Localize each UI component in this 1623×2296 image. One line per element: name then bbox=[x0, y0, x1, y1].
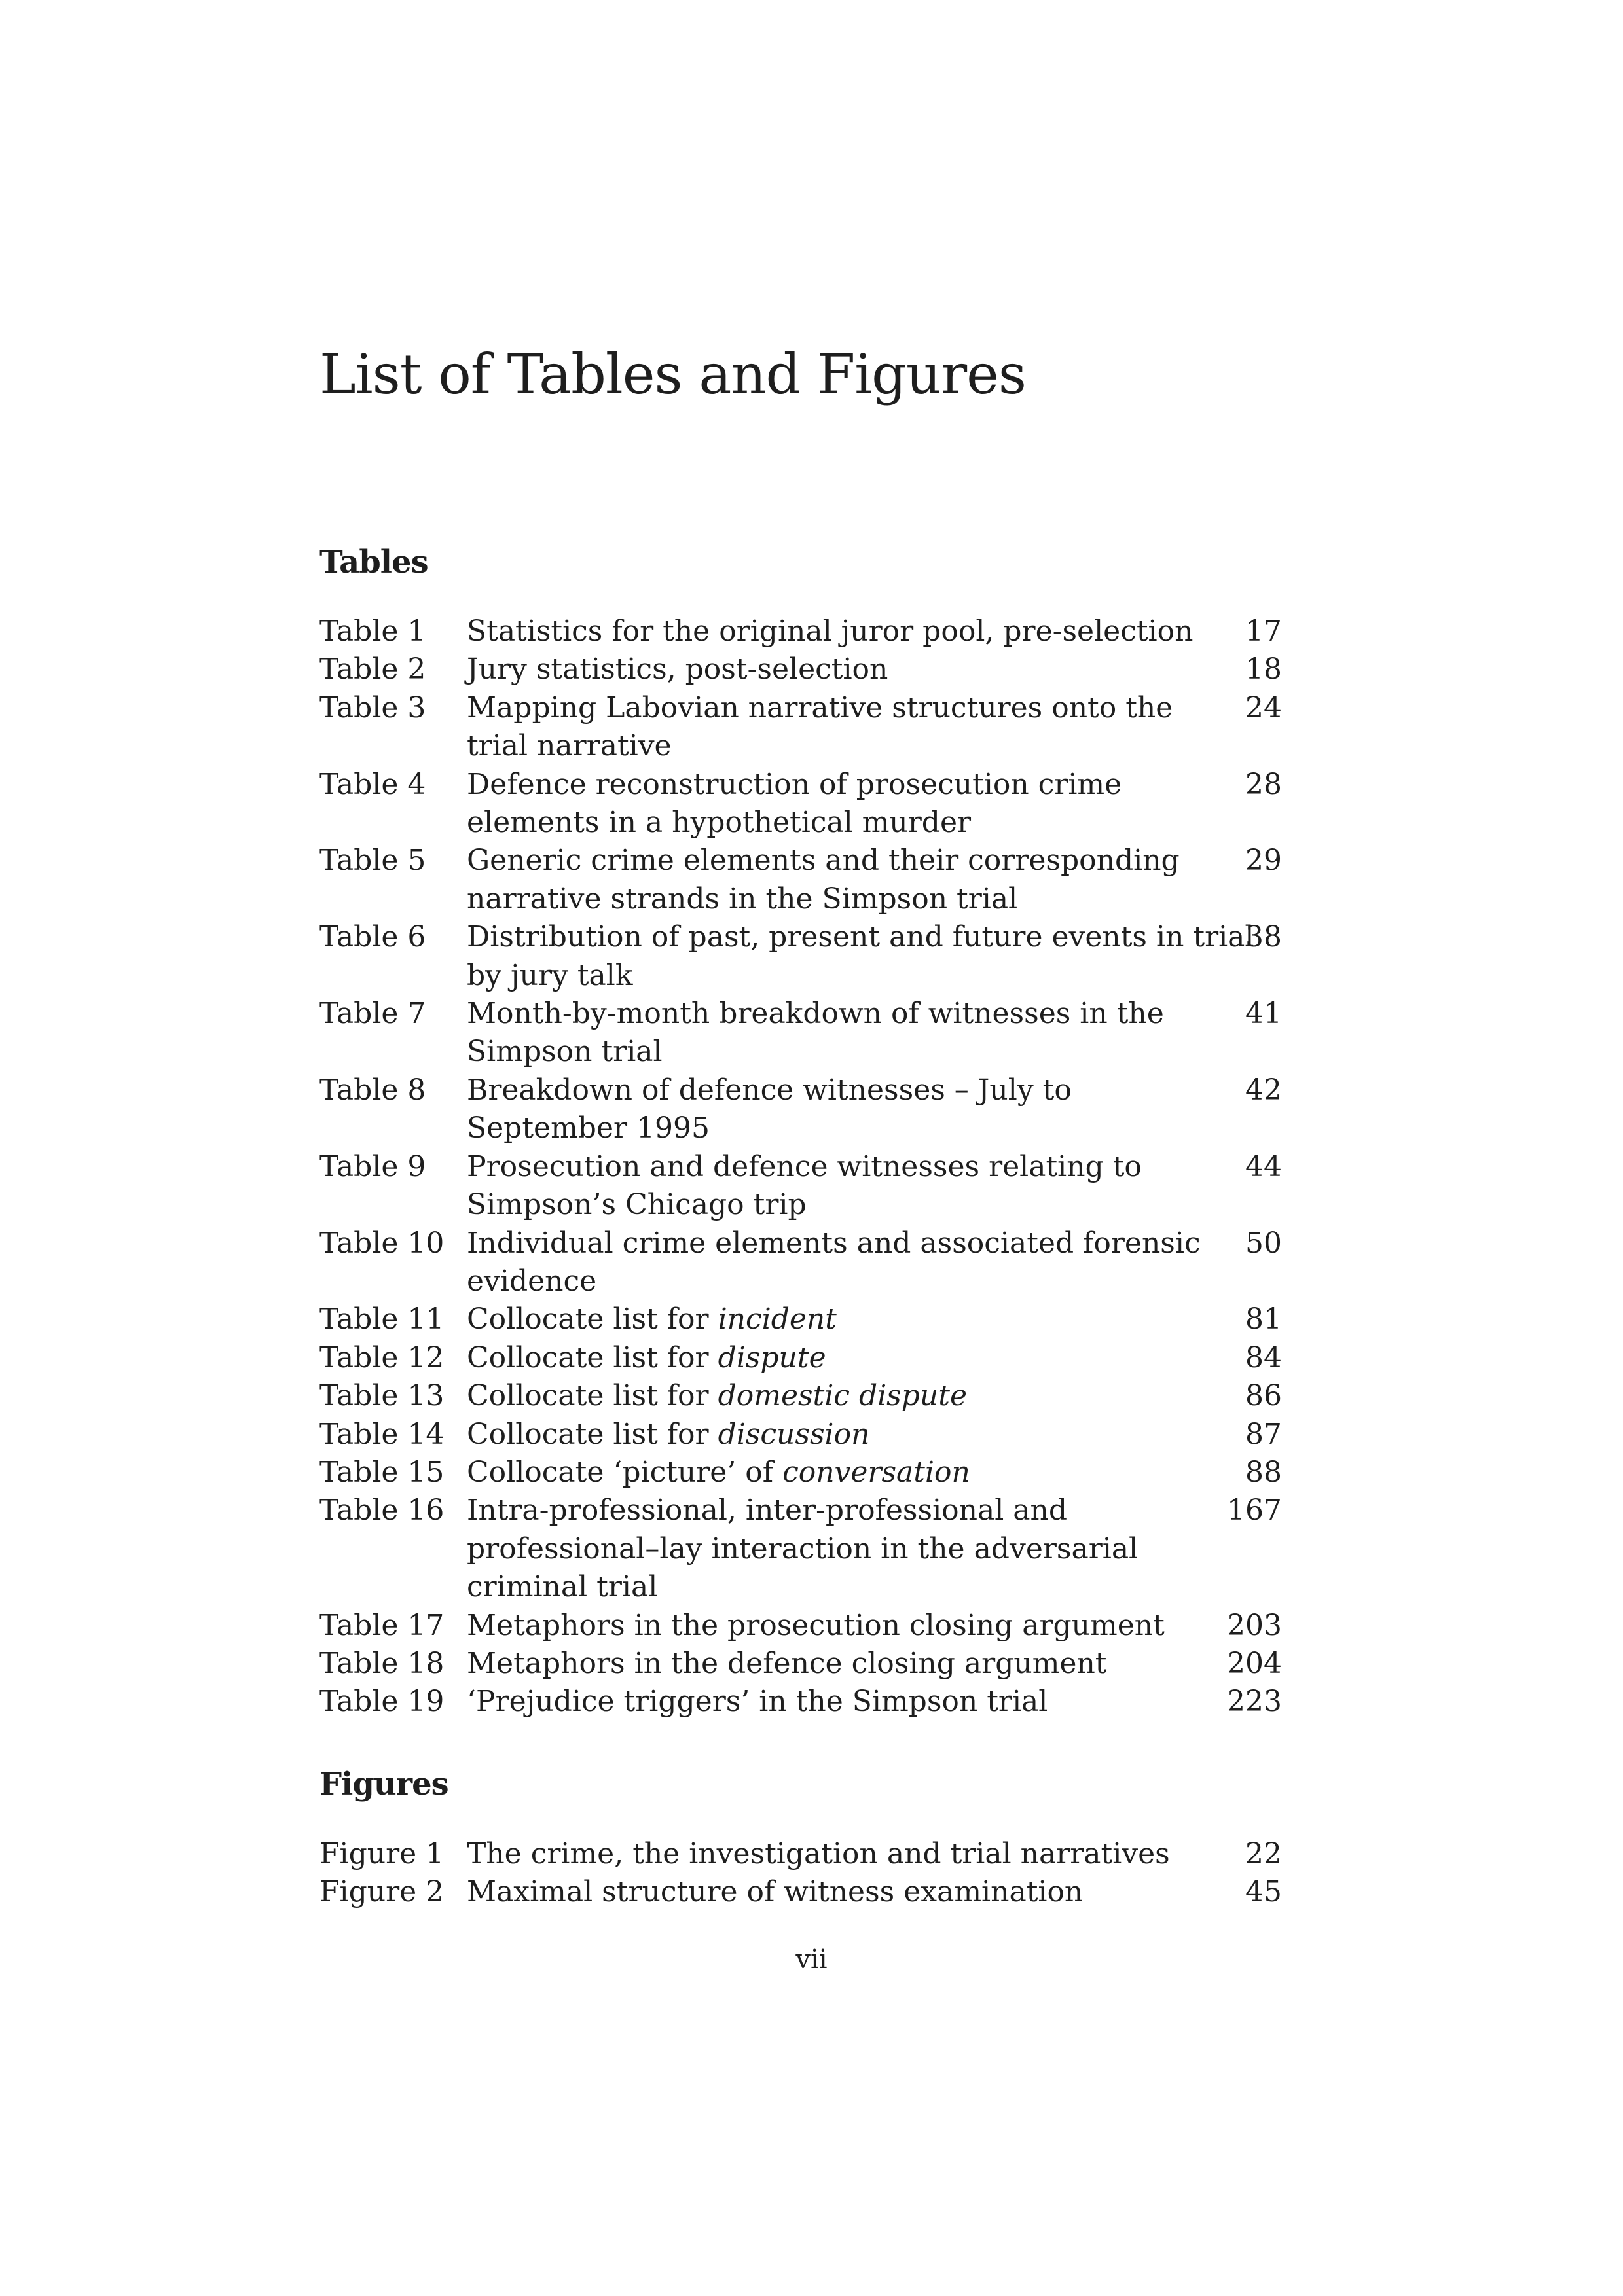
table-entry-label: Table 3 bbox=[319, 691, 426, 725]
figure-entry-page-number: 45 bbox=[1245, 1875, 1282, 1909]
table-entry bbox=[319, 995, 1282, 1071]
table-entry-page-number: 88 bbox=[1245, 1455, 1282, 1489]
table-entry bbox=[319, 1339, 1282, 1377]
figure-entry-description bbox=[467, 1873, 1187, 1911]
table-entry-description bbox=[467, 1225, 1201, 1301]
table-entry-description bbox=[467, 689, 1187, 766]
table-entry bbox=[319, 689, 1282, 766]
table-entry-label: Table 14 bbox=[319, 1417, 445, 1451]
table-entry-label: Table 11 bbox=[319, 1302, 445, 1336]
description-line: Distribution of past, present and future events in trial bbox=[467, 920, 1254, 954]
description-term: conversation bbox=[782, 1455, 970, 1489]
table-entry bbox=[319, 1148, 1282, 1225]
tables-list bbox=[319, 613, 1282, 1721]
description-line bbox=[467, 1377, 1187, 1415]
table-entry bbox=[319, 613, 1282, 651]
description-line: September 1995 bbox=[467, 1111, 710, 1145]
table-entry-label: Table 2 bbox=[319, 653, 426, 687]
figure-entry-label: Figure 2 bbox=[319, 1875, 445, 1909]
table-entry-page-number: 17 bbox=[1245, 615, 1282, 648]
table-entry-label: Table 12 bbox=[319, 1340, 445, 1374]
description-line: professional–lay interaction in the adversarial bbox=[467, 1532, 1139, 1566]
description-line: Intra-professional, inter-professional and bbox=[467, 1494, 1068, 1528]
table-entry bbox=[319, 766, 1282, 842]
table-entry-description bbox=[467, 1377, 1187, 1415]
table-entry-label: Table 16 bbox=[319, 1494, 445, 1528]
table-entry-page-number: 41 bbox=[1245, 997, 1282, 1031]
description-text: Collocate ‘picture’ of bbox=[467, 1455, 783, 1489]
table-entry-page-number: 29 bbox=[1245, 844, 1282, 878]
description-line: Statistics for the original juror pool, pre-selection bbox=[467, 615, 1194, 648]
table-entry-description bbox=[467, 1607, 1187, 1645]
table-entry-description bbox=[467, 995, 1187, 1071]
table-entry-label: Table 5 bbox=[319, 844, 426, 878]
description-line: Simpson trial bbox=[467, 1035, 663, 1069]
description-term: discussion bbox=[718, 1417, 870, 1451]
page-number: vii bbox=[795, 1945, 828, 1975]
description-term: dispute bbox=[718, 1340, 826, 1374]
table-entry bbox=[319, 842, 1282, 918]
description-line: by jury talk bbox=[467, 958, 633, 992]
table-entry-page-number: 204 bbox=[1227, 1646, 1282, 1680]
figure-entry-label: Figure 1 bbox=[319, 1837, 445, 1871]
description-line: Jury statistics, post-selection bbox=[467, 653, 888, 687]
table-entry-page-number: 167 bbox=[1227, 1494, 1282, 1528]
tables-section-heading: Tables bbox=[319, 544, 428, 581]
table-entry-label: Table 8 bbox=[319, 1073, 426, 1107]
description-line bbox=[467, 1416, 1187, 1454]
table-entry bbox=[319, 1492, 1282, 1606]
description-term: domestic dispute bbox=[718, 1379, 967, 1413]
table-entry bbox=[319, 1454, 1282, 1492]
table-entry-label: Table 9 bbox=[319, 1149, 426, 1183]
table-entry-label: Table 19 bbox=[319, 1685, 445, 1719]
figure-entry-description bbox=[467, 1835, 1187, 1873]
description-line: Metaphors in the prosecution closing argument bbox=[467, 1608, 1165, 1642]
table-entry-label: Table 18 bbox=[319, 1646, 445, 1680]
table-entry-page-number: 44 bbox=[1245, 1149, 1282, 1183]
description-term: incident bbox=[718, 1302, 837, 1336]
description-text: Collocate list for bbox=[467, 1340, 718, 1374]
figure-entry-page-number: 22 bbox=[1245, 1837, 1282, 1871]
description-line: Prosecution and defence witnesses relating to bbox=[467, 1149, 1142, 1183]
figures-section-heading: Figures bbox=[319, 1766, 448, 1803]
table-entry-label: Table 7 bbox=[319, 997, 426, 1031]
table-entry-description bbox=[467, 1454, 1187, 1492]
table-entry-description bbox=[467, 613, 1194, 651]
table-entry-label: Table 10 bbox=[319, 1226, 445, 1260]
table-entry-label: Table 15 bbox=[319, 1455, 445, 1489]
table-entry bbox=[319, 1300, 1282, 1338]
table-entry-page-number: 28 bbox=[1245, 767, 1282, 801]
table-entry-label: Table 17 bbox=[319, 1608, 445, 1642]
table-entry-page-number: 87 bbox=[1245, 1417, 1282, 1451]
description-line: elements in a hypothetical murder bbox=[467, 806, 972, 840]
table-entry-page-number: 24 bbox=[1245, 691, 1282, 725]
description-line bbox=[467, 1300, 1187, 1338]
table-entry-description bbox=[467, 766, 1187, 842]
description-line: ‘Prejudice triggers’ in the Simpson trial bbox=[467, 1685, 1048, 1719]
table-entry-description bbox=[467, 842, 1187, 918]
table-entry-page-number: 81 bbox=[1245, 1302, 1282, 1336]
table-entry bbox=[319, 651, 1282, 689]
table-entry-page-number: 18 bbox=[1245, 653, 1282, 687]
table-entry-page-number: 203 bbox=[1227, 1608, 1282, 1642]
table-entry-page-number: 223 bbox=[1227, 1685, 1282, 1719]
description-line: Defence reconstruction of prosecution crime bbox=[467, 767, 1122, 801]
table-entry-label: Table 4 bbox=[319, 767, 426, 801]
table-entry-description bbox=[467, 651, 1187, 689]
table-entry-description bbox=[467, 918, 1254, 995]
table-entry bbox=[319, 1683, 1282, 1721]
table-entry-page-number: 50 bbox=[1245, 1226, 1282, 1260]
table-entry-label: Table 1 bbox=[319, 615, 426, 648]
figure-entry bbox=[319, 1835, 1282, 1873]
table-entry bbox=[319, 918, 1282, 995]
table-entry-page-number: 42 bbox=[1245, 1073, 1282, 1107]
description-line bbox=[467, 1339, 1187, 1377]
description-line: Maximal structure of witness examination bbox=[467, 1875, 1084, 1909]
figures-list bbox=[319, 1835, 1282, 1912]
description-line: Month-by-month breakdown of witnesses in the bbox=[467, 997, 1164, 1031]
description-line: evidence bbox=[467, 1264, 597, 1298]
page-title: List of Tables and Figures bbox=[319, 342, 1026, 406]
description-line: The crime, the investigation and trial narratives bbox=[467, 1837, 1170, 1871]
description-text: Collocate list for bbox=[467, 1417, 718, 1451]
description-line: Mapping Labovian narrative structures onto the bbox=[467, 691, 1173, 725]
description-line: Metaphors in the defence closing argument bbox=[467, 1646, 1107, 1680]
table-entry bbox=[319, 1377, 1282, 1415]
description-line: criminal trial bbox=[467, 1570, 658, 1604]
table-entry bbox=[319, 1416, 1282, 1454]
description-line: Generic crime elements and their corresponding bbox=[467, 844, 1180, 878]
table-entry-description bbox=[467, 1339, 1187, 1377]
table-entry-description bbox=[467, 1645, 1187, 1683]
description-text: Collocate list for bbox=[467, 1379, 718, 1413]
table-entry-description bbox=[467, 1071, 1187, 1148]
table-entry-description bbox=[467, 1148, 1187, 1225]
table-entry-page-number: 84 bbox=[1245, 1340, 1282, 1374]
description-line: Simpson’s Chicago trip bbox=[467, 1188, 807, 1222]
description-line: trial narrative bbox=[467, 729, 672, 763]
table-entry bbox=[319, 1645, 1282, 1683]
table-entry-description bbox=[467, 1300, 1187, 1338]
table-entry-page-number: 38 bbox=[1245, 920, 1282, 954]
table-entry-description bbox=[467, 1416, 1187, 1454]
table-entry-page-number: 86 bbox=[1245, 1379, 1282, 1413]
description-line: Individual crime elements and associated forensic bbox=[467, 1226, 1201, 1260]
table-entry-label: Table 13 bbox=[319, 1379, 445, 1413]
figure-entry bbox=[319, 1873, 1282, 1911]
table-entry-label: Table 6 bbox=[319, 920, 426, 954]
description-line: Breakdown of defence witnesses – July to bbox=[467, 1073, 1072, 1107]
description-line: narrative strands in the Simpson trial bbox=[467, 882, 1018, 916]
table-entry bbox=[319, 1607, 1282, 1645]
description-text: Collocate list for bbox=[467, 1302, 718, 1336]
description-line bbox=[467, 1454, 1187, 1492]
table-entry bbox=[319, 1071, 1282, 1148]
table-entry bbox=[319, 1225, 1282, 1301]
table-entry-description bbox=[467, 1492, 1187, 1606]
table-entry-description bbox=[467, 1683, 1187, 1721]
